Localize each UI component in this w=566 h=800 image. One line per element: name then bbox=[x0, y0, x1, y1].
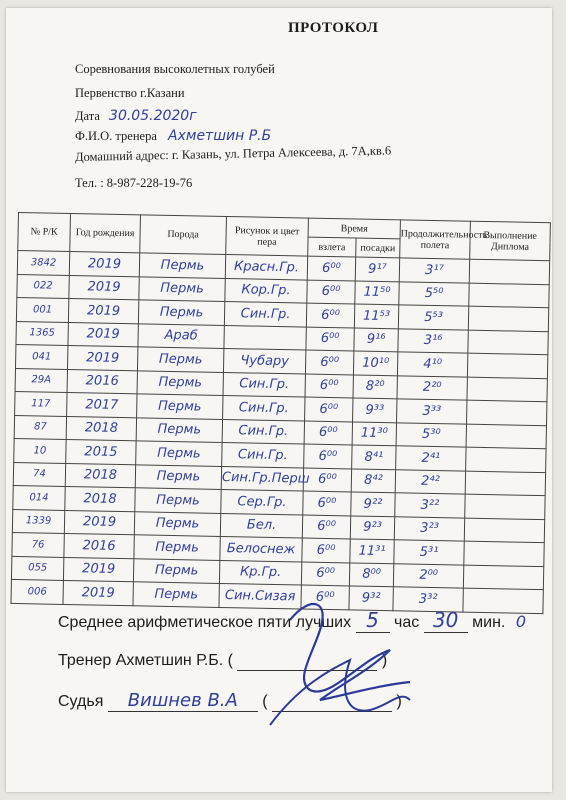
phone-line: Тел. : 8-987-228-19-76 bbox=[75, 176, 193, 190]
table-cell: 2⁰⁰ bbox=[393, 563, 463, 588]
table-cell: Араб bbox=[138, 323, 224, 348]
table-cell: 3²³ bbox=[394, 516, 464, 541]
table-cell: 6⁰⁰ bbox=[306, 327, 354, 351]
trainer-sign-close: ) bbox=[381, 652, 388, 669]
table-cell: Пермь bbox=[139, 276, 225, 301]
table-cell: 9¹⁶ bbox=[354, 327, 398, 351]
table-cell: 5³¹ bbox=[394, 540, 464, 565]
trainer-label: Ф.И.О. тренера bbox=[75, 129, 157, 143]
table-cell: 117 bbox=[15, 391, 67, 415]
table-cell: 6⁰⁰ bbox=[305, 350, 353, 374]
table-cell: 2019 bbox=[68, 322, 138, 347]
table-cell: 2019 bbox=[69, 275, 139, 300]
table-cell: 8²⁰ bbox=[353, 374, 397, 398]
table-cell: 9²² bbox=[351, 492, 395, 516]
header-diploma: Выполнение Диплома bbox=[470, 221, 551, 261]
table-cell: 9³² bbox=[349, 586, 393, 610]
table-cell: Пермь bbox=[136, 441, 222, 466]
table-cell: Син.Гр. bbox=[222, 442, 304, 467]
table-cell bbox=[224, 325, 306, 350]
table-cell: 29А bbox=[15, 368, 67, 392]
table-cell: Син.Гр. bbox=[224, 301, 306, 326]
table-cell: 5⁵⁰ bbox=[399, 281, 469, 306]
table-cell: 76 bbox=[12, 532, 64, 556]
table-cell: Чубару bbox=[223, 348, 305, 373]
table-cell: Бел. bbox=[220, 513, 302, 538]
table-cell: 041 bbox=[16, 344, 68, 368]
table-cell: 2018 bbox=[65, 486, 135, 511]
table-cell: 6⁰⁰ bbox=[301, 585, 349, 609]
table-cell: 6⁰⁰ bbox=[306, 303, 354, 327]
table-cell bbox=[468, 306, 548, 331]
table-cell: 2017 bbox=[67, 392, 137, 417]
results-rows bbox=[11, 251, 550, 614]
table-cell: 6⁰⁰ bbox=[305, 374, 353, 398]
table-cell bbox=[468, 330, 548, 355]
trainer-line bbox=[75, 128, 271, 144]
address-line: Домашний адрес: г. Казань, ул. Петра Алексеева, д. 7А,кв.6 bbox=[74, 143, 392, 164]
table-cell: 9¹⁷ bbox=[355, 257, 399, 281]
header-time: Время bbox=[308, 218, 400, 239]
table-cell: 6⁰⁰ bbox=[304, 421, 352, 445]
header-landing: посадки bbox=[356, 238, 400, 258]
table-cell: 9²³ bbox=[350, 515, 394, 539]
table-cell: 1339 bbox=[12, 509, 64, 533]
minutes-value: 30 bbox=[424, 608, 468, 633]
table-cell: 8⁴² bbox=[351, 468, 395, 492]
table-cell: Син.Сизая bbox=[219, 583, 301, 608]
table-cell: Син.Гр. bbox=[223, 372, 305, 397]
table-cell: 1365 bbox=[16, 321, 68, 345]
date-line bbox=[75, 108, 197, 124]
table-cell: 006 bbox=[11, 579, 63, 603]
table-cell: Пермь bbox=[138, 300, 224, 325]
table-cell: 3¹⁷ bbox=[399, 258, 469, 283]
table-cell: 2⁴² bbox=[395, 469, 465, 494]
minutes-unit: мин. bbox=[472, 614, 506, 631]
document-title: ПРОТОКОЛ bbox=[288, 20, 379, 36]
table-cell bbox=[464, 541, 544, 566]
table-cell bbox=[465, 471, 545, 496]
table-cell: 3842 bbox=[17, 251, 69, 275]
table-cell: 5³⁰ bbox=[396, 422, 466, 447]
results-table bbox=[10, 212, 550, 614]
table-cell bbox=[464, 518, 544, 543]
table-cell: Пермь bbox=[133, 558, 219, 583]
header-pattern: Рисунок и цвет пера bbox=[226, 217, 309, 257]
table-cell: 014 bbox=[13, 485, 65, 509]
trainer-sign-label: Тренер Ахметшин Р.Б. ( bbox=[58, 652, 233, 669]
table-cell: 3³³ bbox=[397, 399, 467, 424]
table-cell bbox=[469, 259, 549, 284]
table-cell: 055 bbox=[11, 556, 63, 580]
table-cell: Красн.Гр. bbox=[225, 254, 307, 279]
table-cell: 3²² bbox=[395, 493, 465, 518]
table-cell: Син.Гр. bbox=[223, 395, 305, 420]
table-cell: 2019 bbox=[63, 580, 133, 605]
judge-open: ( bbox=[262, 693, 268, 710]
table-cell: 2019 bbox=[67, 345, 137, 370]
table-cell: Пермь bbox=[136, 417, 222, 442]
table-cell: 6⁰⁰ bbox=[305, 397, 353, 421]
table-cell: 2⁴¹ bbox=[396, 446, 466, 471]
header-duration: Продолжительность полета bbox=[400, 220, 471, 259]
table-cell: Кр.Гр. bbox=[219, 560, 301, 585]
table-cell: 2019 bbox=[68, 298, 138, 323]
table-cell bbox=[467, 353, 547, 378]
table-cell: 2018 bbox=[65, 463, 135, 488]
table-cell: Пермь bbox=[134, 511, 220, 536]
table-cell: Пермь bbox=[139, 253, 225, 278]
championship-line: Первенство г.Казани bbox=[75, 86, 185, 100]
table-cell: Син.Гр.Перш bbox=[221, 466, 303, 491]
table-cell: Пермь bbox=[137, 394, 223, 419]
table-cell: 2019 bbox=[64, 510, 134, 535]
table-cell: 2016 bbox=[64, 533, 134, 558]
table-cell: 11³⁰ bbox=[352, 421, 396, 445]
table-cell: 2019 bbox=[69, 252, 139, 277]
header-number: № Р/К bbox=[18, 213, 71, 252]
table-cell: 2018 bbox=[66, 416, 136, 441]
table-cell: 10¹⁰ bbox=[353, 351, 397, 375]
table-cell: 2015 bbox=[66, 439, 136, 464]
table-cell: 022 bbox=[17, 274, 69, 298]
table-cell: 11³¹ bbox=[350, 539, 394, 563]
trainer-signature-image bbox=[250, 590, 420, 740]
table-cell: 6⁰⁰ bbox=[302, 515, 350, 539]
table-cell: 8⁴¹ bbox=[352, 445, 396, 469]
table-cell: Пермь bbox=[137, 370, 223, 395]
table-cell: 87 bbox=[14, 415, 66, 439]
table-cell: 74 bbox=[13, 462, 65, 486]
table-cell: 2016 bbox=[67, 369, 137, 394]
table-cell: Белоснеж bbox=[220, 536, 302, 561]
table-cell: 6⁰⁰ bbox=[302, 538, 350, 562]
table-cell: 4¹⁰ bbox=[397, 352, 467, 377]
judge-label: Судья bbox=[58, 693, 104, 710]
table-cell: 5⁵³ bbox=[398, 305, 468, 330]
table-cell: 001 bbox=[16, 297, 68, 321]
table-cell: 2²⁰ bbox=[397, 375, 467, 400]
table-cell: 6⁰⁰ bbox=[303, 468, 351, 492]
hours-value: 5 bbox=[356, 608, 390, 633]
table-cell: 8⁰⁰ bbox=[349, 562, 393, 586]
table-cell: 6⁰⁰ bbox=[303, 491, 351, 515]
table-cell: 11⁵⁰ bbox=[355, 280, 399, 304]
table-cell: 3³² bbox=[393, 587, 463, 612]
table-cell: Пермь bbox=[133, 582, 219, 607]
date-value: 30.05.2020г bbox=[109, 108, 197, 124]
date-label: Дата bbox=[75, 109, 100, 123]
average-label: Среднее арифметическое пяти лучших bbox=[58, 614, 352, 631]
table-cell bbox=[466, 447, 546, 472]
table-cell: 6⁰⁰ bbox=[307, 280, 355, 304]
table-cell: Пермь bbox=[137, 347, 223, 372]
hours-unit: час bbox=[394, 614, 420, 631]
table-cell: 6⁰⁰ bbox=[304, 444, 352, 468]
table-cell: 10 bbox=[14, 438, 66, 462]
table-cell: Кор.Гр. bbox=[225, 278, 307, 303]
table-cell: 6⁰⁰ bbox=[307, 256, 355, 280]
table-cell: Син.Гр. bbox=[222, 419, 304, 444]
table-cell: 11⁵³ bbox=[354, 304, 398, 328]
table-cell bbox=[467, 377, 547, 402]
header-year: Год рождения bbox=[70, 214, 141, 253]
header-takeoff: взлета bbox=[308, 237, 356, 257]
trainer-value: Ахметшин Р.Б bbox=[168, 128, 272, 144]
header-breed: Порода bbox=[140, 215, 227, 255]
table-cell: Пермь bbox=[135, 464, 221, 489]
judge-name: Вишнев В.А bbox=[108, 690, 258, 712]
judge-close: ) bbox=[396, 693, 402, 710]
table-cell: 2019 bbox=[63, 557, 133, 582]
table-cell bbox=[463, 565, 543, 590]
table-cell bbox=[466, 424, 546, 449]
table-cell: 6⁰⁰ bbox=[301, 562, 349, 586]
table-cell: Сер.Гр. bbox=[221, 489, 303, 514]
trailing-mark: 0 bbox=[515, 612, 526, 631]
table-cell: 9³³ bbox=[353, 398, 397, 422]
table-cell bbox=[469, 283, 549, 308]
table-cell: Пермь bbox=[135, 488, 221, 513]
table-cell bbox=[465, 494, 545, 519]
table-cell: Пермь bbox=[134, 535, 220, 560]
table-cell bbox=[467, 400, 547, 425]
competition-line: Соревнования высоколетных голубей bbox=[75, 62, 275, 76]
table-cell: 3¹⁶ bbox=[398, 328, 468, 353]
